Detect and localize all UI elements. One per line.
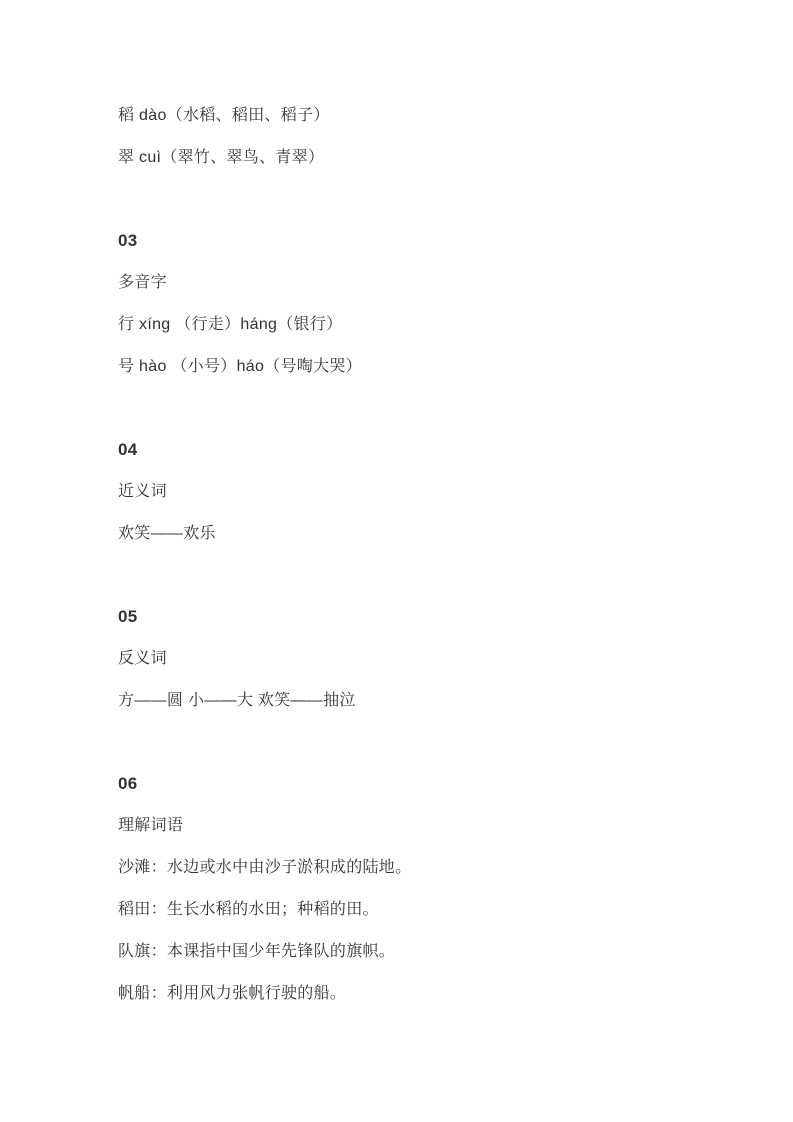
section-duoyinzi (118, 229, 733, 378)
content-line: 帆船：利用风力张帆行驶的船。 (118, 985, 347, 1002)
section-number: 06 (118, 774, 138, 793)
content-line: 欢笑——欢乐 (118, 525, 216, 542)
section-title: 反义词 (118, 650, 167, 667)
section-number: 03 (118, 231, 138, 250)
word-entry: 稻 dào（水稻、稻田、稻子） (118, 107, 330, 124)
section-title: 多音字 (118, 274, 167, 291)
content-line: 沙滩：水边或水中由沙子淤积成的陆地。 (118, 859, 412, 876)
section-fanyici (118, 605, 733, 712)
content-line: 行 xíng （行走）háng（银行） (118, 316, 343, 333)
section-title: 理解词语 (118, 817, 184, 834)
content-line: 稻田：生长水稻的水田；种稻的田。 (118, 901, 379, 918)
content-line: 方——圆 小——大 欢笑——抽泣 (118, 692, 356, 709)
content-line: 队旗：本课指中国少年先锋队的旗帜。 (118, 943, 396, 960)
section-lijieciyu (118, 772, 733, 1005)
word-entry: 翠 cuì（翠竹、翠鸟、青翠） (118, 149, 325, 166)
section-number: 05 (118, 607, 138, 626)
section-jinyici (118, 438, 733, 545)
section-number: 04 (118, 440, 138, 459)
section-title: 近义词 (118, 483, 167, 500)
content-line: 号 hào （小号）háo（号啕大哭） (118, 358, 362, 375)
